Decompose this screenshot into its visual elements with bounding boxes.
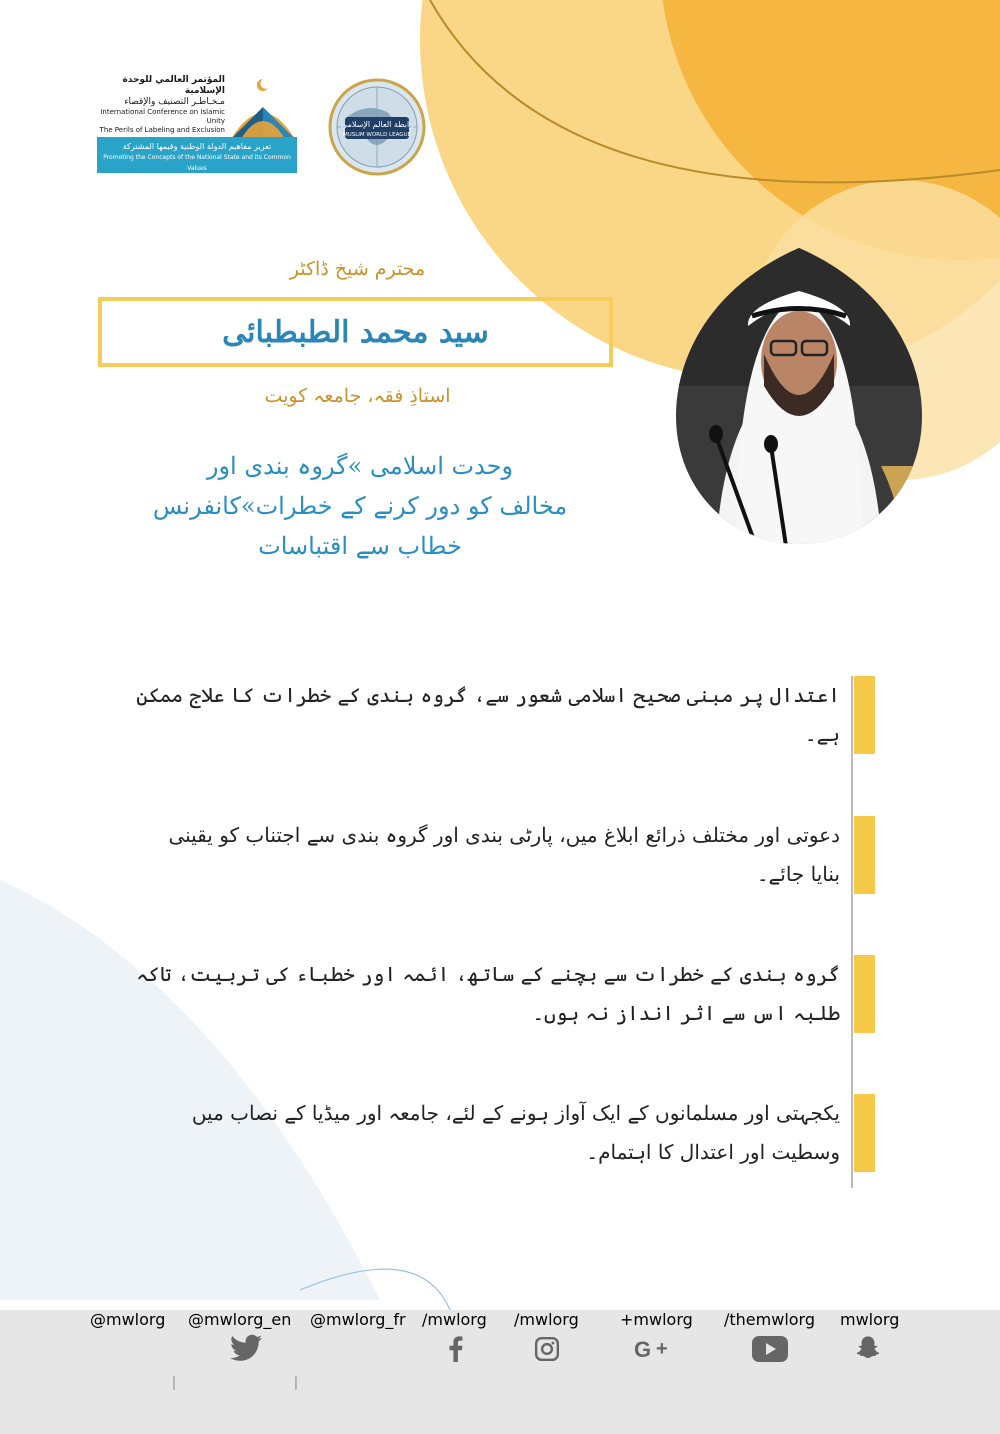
quote-marker <box>854 1094 875 1172</box>
conference-subtitle-ar: مـخـاطـر التصنيف والإقصاء <box>124 97 225 107</box>
quote-text: یکجہتی اور مسلمانوں کے ایک آواز ہونے کے لئے، جامعہ اور میڈیا کے نصاب میں وسطیت اور اعتدال کا اہتمام۔ <box>191 1101 840 1164</box>
snapchat-handle[interactable]: mwlorg <box>840 1310 900 1329</box>
google-plus-icon[interactable] <box>634 1336 676 1362</box>
speaker-name-box <box>98 297 613 367</box>
footer-separator: | <box>294 1374 298 1391</box>
social-footer <box>0 1310 1000 1434</box>
youtube-handle[interactable]: /themwlorg <box>724 1310 816 1329</box>
instagram-handle[interactable]: /mwlorg <box>514 1310 579 1329</box>
facebook-handle[interactable]: /mwlorg <box>422 1310 487 1329</box>
twitter-icon[interactable] <box>230 1334 262 1362</box>
facebook-icon[interactable] <box>446 1336 466 1362</box>
speech-headline <box>90 446 630 566</box>
quote-marker <box>854 676 875 754</box>
headline-line-3: خطاب سے اقتباسات <box>258 532 462 560</box>
twitter-handle-en[interactable]: @mwlorg_en <box>188 1310 292 1329</box>
quotes-vertical-rule <box>851 676 853 1188</box>
youtube-icon[interactable] <box>752 1336 788 1362</box>
quote-text: اعتدال پر مبنی صحیح اسلامی شعور سے، گروہ بندی کے خطرات کا علاج ممکن ہے۔ <box>136 683 840 746</box>
footer-separator: | <box>172 1374 176 1391</box>
speaker-position: استاذِ فقہ، جامعہ کویت <box>264 385 451 407</box>
mwl-globe-logo <box>327 77 427 177</box>
mwl-name-ar: رابطة العالم الإسلامي <box>340 120 414 129</box>
quote-text: گروہ بندی کے خطرات سے بچنے کے ساتھ، ائمہ اور خطباء کی تربیت، تاکہ طلبہ اس سے اثر انداز نہ ہوں۔ <box>136 962 840 1025</box>
quote-marker <box>854 816 875 894</box>
conference-logo <box>95 75 300 175</box>
mwl-name-en: MUSLIM WORLD LEAGUE <box>342 132 412 138</box>
headline-line-1: وحدت اسلامی »گروہ بندی اور <box>206 452 514 480</box>
svg-text:+: + <box>656 1338 668 1360</box>
instagram-icon[interactable] <box>534 1336 560 1362</box>
conference-title-en: International Conference on Islamic Unity <box>100 108 225 125</box>
mosque-dome-icon <box>227 77 299 141</box>
headline-line-2: مخالف کو دور کرنے کے خطرات»کانفرنس <box>152 492 568 520</box>
google-plus-handle[interactable]: +mwlorg <box>620 1310 693 1329</box>
twitter-handle-ar[interactable]: @mwlorg <box>90 1310 166 1329</box>
header-logos <box>95 75 435 185</box>
conference-subtitle-en: The Perils of Labeling and Exclusion <box>99 126 225 134</box>
quote-text: دعوتی اور مختلف ذرائع ابلاغ میں، پارٹی بندی اور گروہ بندی سے اجتناب کو یقینی بنایا جائے۔ <box>168 823 840 886</box>
svg-text:G: G <box>634 1337 652 1362</box>
conference-band-ar: تعزيز مفاهيم الدولة الوطنية وقيمها المشتركة <box>122 142 272 151</box>
quote-marker <box>854 955 875 1033</box>
conference-logo-text <box>95 75 225 135</box>
conference-band-en: Promoting the Concepts of the National State and its Common Values <box>103 154 291 172</box>
snapchat-icon[interactable] <box>854 1334 882 1362</box>
conference-title-ar: المؤتمر العالمي للوحدة الإسلامية <box>122 75 225 96</box>
conference-band <box>97 137 297 173</box>
speaker-name: سید محمد الطبطبائی <box>222 314 489 350</box>
speaker-honorific: محترم شیخ ڈاکٹر <box>289 258 426 280</box>
speaker-portrait <box>676 246 922 546</box>
twitter-handle-fr[interactable]: @mwlorg_fr <box>310 1310 406 1329</box>
